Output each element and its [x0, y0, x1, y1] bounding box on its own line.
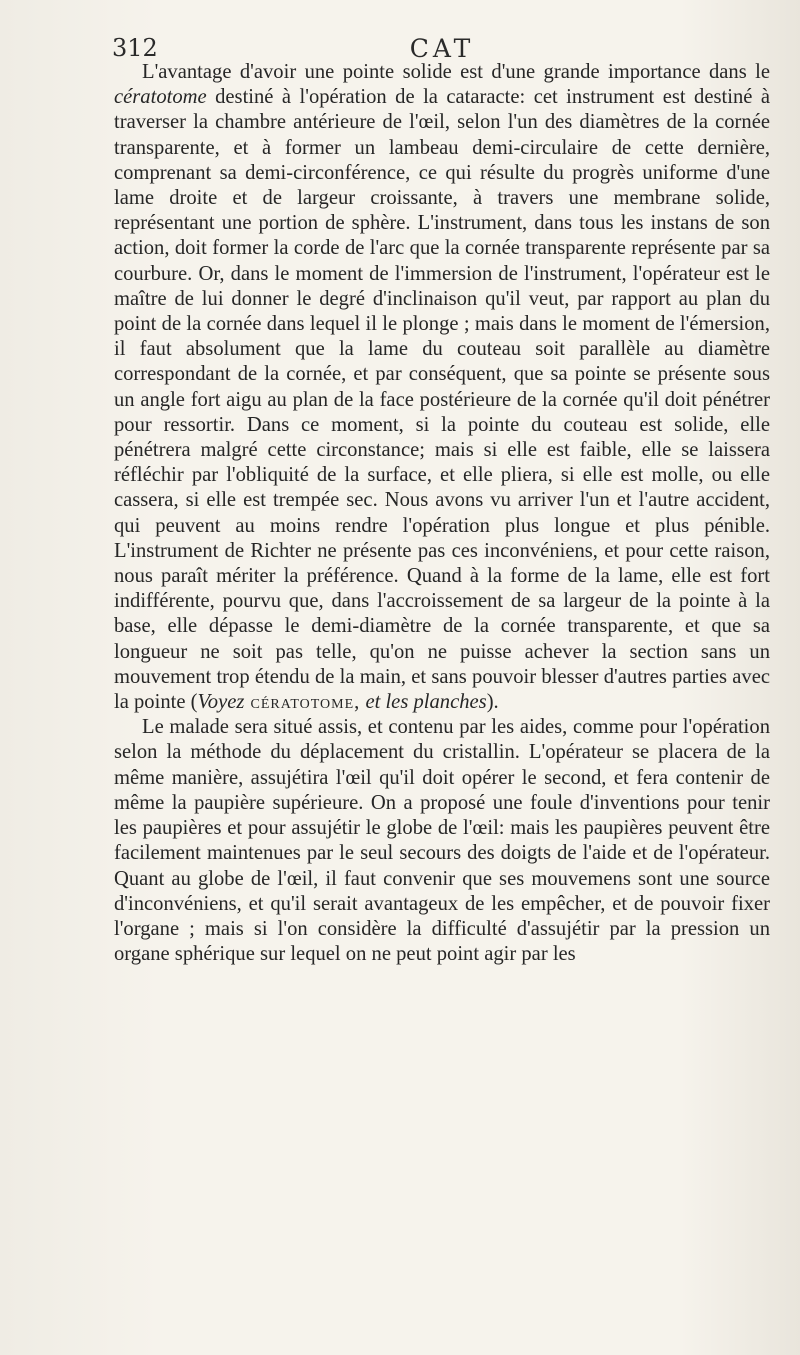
- paragraph-1-text-a: L'avantage d'avoir une pointe solide est d'une grande importance dans le: [142, 61, 770, 83]
- italic-planches: et les planches: [360, 691, 487, 714]
- paragraph-1-text-b: destiné à l'opération de la cataracte: cet instrument est destiné à traverser la chambre antérieure de l'œil, selon l'un des diamètres de la cornée transparente, et à former un lambeau demi-circulaire de cette dernière, comprenant sa demi-circonférence, ce qui résulte du progrès uniforme d'une lame droite et de largeur croissante, à travers une membrane solide, représentant une portion de sphère. L'instrument, dans tous les instans de son action, doit former la corde de l'arc que la cornée transparente représente par sa courbure. Or, dans le moment de l'immersion de l'instrument, l'opérateur est le maître de lui donner le degré d'inclinaison qu'il veut, par rapport au plan du point de la cornée dans lequel il le plonge ; mais dans le moment de l'émersion, il faut absolument que la lame du couteau soit parallèle au diamètre correspondant de la cornée, et par conséquent, que sa pointe se présente sous un angle fort aigu au plan de la face postérieure de la cornée qu'il doit pénétrer pour ressortir. Dans ce moment, si la pointe du couteau est solide, elle pénétrera malgré cette circonstance; mais si elle est faible, elle se laissera réfléchir par l'obliquité de la surface, et elle pliera, si elle est molle, ou elle cassera, si elle est trempée sec. Nous avons vu arriver l'un et l'autre accident, qui peuvent au moins rendre l'opération plus longue et plus pénible. L'instrument de Richter ne présente pas ces inconvéniens, et pour cette raison, nous paraît mériter la préférence. Quand à la forme de la lame, elle est fort indifférente, pourvu que, dans l'accroissement de sa largeur de la pointe à la base, elle dépasse le demi-diamètre de la cornée transparente, et que sa longueur ne soit pas telle, qu'on ne puisse achever la section sans un mouvement trop étendu de la main, et sans pouvoir blesser d'autres parties avec la pointe (: [114, 86, 770, 714]
- italic-term-ceratotome: cératotome: [114, 86, 207, 109]
- page-number: 312: [112, 34, 158, 62]
- paragraph-1: [114, 60, 770, 715]
- body-text: [114, 60, 770, 967]
- paragraph-2: Le malade sera situé assis, et contenu par les aides, comme pour l'opération selon la méthode du déplacement du cristallin. L'opérateur se placera de la même manière, assujétira l'œil qu'il doit opérer le second, et fera contenir de même la paupière supérieure. On a proposé une foule d'inventions pour tenir les paupières et pour assujétir le globe de l'œil: mais les paupières peuvent être facilement maintenues par le seul secours des doigts de l'aide et de l'opérateur. Quant au globe de l'œil, il faut convenir que ses mouvemens sont une source d'inconvéniens, et qu'il serait avantageux de les empêcher, et de pouvoir fixer l'organe ; mais si l'on considère la difficulté d'assujétir par la pression un organe sphérique sur lequel on ne peut point agir par les: [114, 716, 770, 966]
- smallcaps-ceratotome: cératotome,: [244, 691, 361, 714]
- italic-voyez: Voyez: [197, 691, 245, 714]
- paragraph-1-end: ).: [486, 691, 499, 714]
- running-head: CAT: [409, 34, 475, 63]
